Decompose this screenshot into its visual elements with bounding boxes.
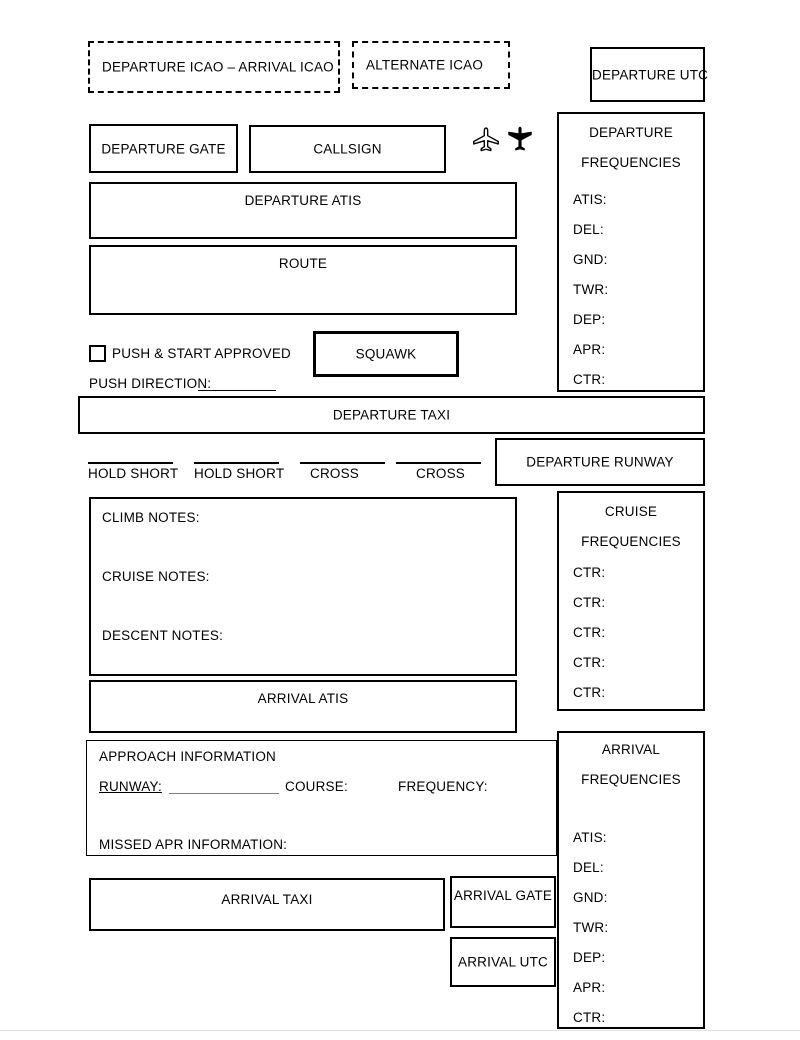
departure-utc-field[interactable] [590,47,709,102]
departure-freq-gnd[interactable]: GND: [573,252,608,267]
callsign-field[interactable] [249,125,446,173]
arrival-utc-label: ARRIVAL UTC [458,954,548,970]
cruise-frequencies-title-line1: CRUISE [604,504,658,519]
arrival-freq-twr[interactable]: TWR: [573,920,609,935]
route-icao-field[interactable] [88,41,340,93]
approach-runway-input-line[interactable] [169,793,279,794]
departure-freq-del[interactable]: DEL: [573,222,604,237]
departure-freq-atis[interactable]: ATIS: [573,192,607,207]
approach-frequency-label: FREQUENCY: [398,779,488,794]
descent-notes-label: DESCENT NOTES: [102,628,224,643]
cruise-freq-ctr-2[interactable]: CTR: [573,595,606,610]
approach-information-field[interactable] [86,740,557,856]
cruise-freq-ctr-4[interactable]: CTR: [573,655,606,670]
arrival-freq-gnd[interactable]: GND: [573,890,608,905]
approach-course-label: COURSE: [285,779,348,794]
flight-notes-field[interactable] [89,497,517,676]
route-label: ROUTE [278,256,328,271]
hold-short-label-1: HOLD SHORT [88,466,179,481]
route-icao-label: DEPARTURE ICAO – ARRIVAL ICAO [102,59,334,75]
departure-gate-label: DEPARTURE GATE [101,141,226,156]
departure-gate-field[interactable] [89,124,238,173]
cruise-freq-ctr-5[interactable]: CTR: [573,685,606,700]
push-start-approved-label: PUSH & START APPROVED [112,346,292,361]
arrival-utc-field[interactable] [450,937,556,987]
departure-atis-field[interactable] [89,182,517,239]
missed-approach-label: MISSED APR INFORMATION: [99,837,288,852]
push-direction-label: PUSH DIRECTION: [89,376,212,391]
arrival-freq-atis[interactable]: ATIS: [573,830,607,845]
climb-notes-label: CLIMB NOTES: [102,510,200,525]
arrival-atis-field[interactable] [89,680,517,733]
alternate-icao-field[interactable] [352,41,510,89]
cross-line-2[interactable] [396,462,481,464]
arrival-freq-ctr[interactable]: CTR: [573,1010,606,1025]
departure-runway-label: DEPARTURE RUNWAY [526,454,674,470]
approach-runway-label: RUNWAY: [99,779,162,794]
cruise-frequencies-title-line2: FREQUENCIES [581,534,681,549]
cruise-frequencies-panel [557,491,705,711]
page-bottom-edge [0,1030,800,1031]
arrival-frequencies-title-line2: FREQUENCIES [581,772,681,787]
arrival-freq-apr[interactable]: APR: [573,980,606,995]
approach-information-heading: APPROACH INFORMATION [99,749,277,764]
airplane-outline-icon [471,126,501,161]
cruise-notes-label: CRUISE NOTES: [102,569,210,584]
alternate-icao-label: ALTERNATE ICAO [366,57,484,73]
squawk-label: SQUAWK [355,346,417,362]
departure-runway-field[interactable] [495,438,705,486]
airplane-solid-icon [505,124,535,159]
departure-freq-twr[interactable]: TWR: [573,282,609,297]
departure-freq-ctr[interactable]: CTR: [573,372,606,387]
departure-frequencies-title-line2: FREQUENCIES [581,155,681,170]
arrival-taxi-label: ARRIVAL TAXI [221,892,313,907]
departure-atis-label: DEPARTURE ATIS [244,193,362,208]
departure-freq-apr[interactable]: APR: [573,342,606,357]
cross-line-1[interactable] [300,462,385,464]
hold-short-line-2[interactable] [194,462,279,464]
arrival-freq-dep[interactable]: DEP: [573,950,606,965]
cruise-freq-ctr-3[interactable]: CTR: [573,625,606,640]
push-direction-input-line[interactable] [198,390,276,391]
arrival-gate-label: ARRIVAL GATE [453,888,553,903]
departure-frequencies-panel [557,112,705,392]
arrival-frequencies-panel [557,731,705,1029]
arrival-frequencies-title-line1: ARRIVAL [601,742,661,757]
departure-taxi-label: DEPARTURE TAXI [332,407,451,423]
arrival-taxi-field[interactable] [89,878,445,931]
push-start-approved-checkbox[interactable] [89,345,106,362]
departure-utc-label: DEPARTURE UTC [592,67,709,82]
arrival-gate-field[interactable] [450,876,556,928]
callsign-label: CALLSIGN [313,141,382,157]
cross-label-1: CROSS [310,466,360,481]
hold-short-label-2: HOLD SHORT [194,466,285,481]
squawk-field[interactable] [313,331,459,377]
arrival-freq-del[interactable]: DEL: [573,860,604,875]
departure-freq-dep[interactable]: DEP: [573,312,606,327]
departure-frequencies-title-line1: DEPARTURE [589,125,673,140]
departure-taxi-field[interactable] [78,396,705,434]
cruise-freq-ctr-1[interactable]: CTR: [573,565,606,580]
hold-short-line-1[interactable] [88,462,173,464]
arrival-atis-label: ARRIVAL ATIS [257,691,349,706]
route-field[interactable] [89,245,517,315]
cross-label-2: CROSS [416,466,466,481]
